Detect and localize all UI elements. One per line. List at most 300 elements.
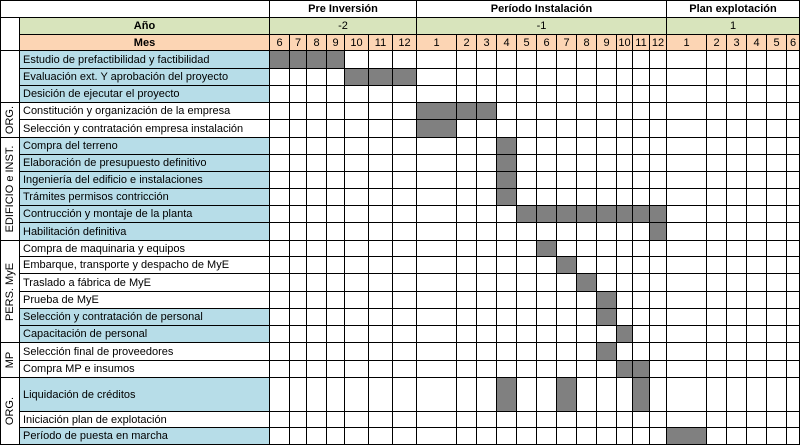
gantt-empty-cell bbox=[557, 343, 577, 361]
gantt-bar-cell bbox=[537, 241, 557, 257]
gantt-empty-cell bbox=[597, 69, 617, 86]
gantt-empty-cell bbox=[617, 309, 633, 326]
gantt-empty-cell bbox=[747, 274, 767, 292]
gantt-empty-cell bbox=[307, 69, 327, 86]
gantt-empty-cell bbox=[633, 172, 650, 189]
gantt-empty-cell bbox=[747, 428, 767, 445]
gantt-empty-cell bbox=[617, 412, 633, 428]
gantt-bar-cell bbox=[517, 206, 537, 223]
gantt-empty-cell bbox=[327, 326, 345, 343]
gantt-empty-cell bbox=[307, 86, 327, 103]
gantt-empty-cell bbox=[633, 309, 650, 326]
gantt-empty-cell bbox=[787, 103, 800, 120]
gantt-empty-cell bbox=[327, 343, 345, 361]
gantt-empty-cell bbox=[307, 223, 327, 241]
group-label bbox=[0, 138, 20, 241]
gantt-empty-cell bbox=[557, 292, 577, 309]
gantt-empty-cell bbox=[270, 241, 290, 257]
group-label-text: MP bbox=[3, 351, 16, 369]
gantt-empty-cell bbox=[537, 274, 557, 292]
gantt-empty-cell bbox=[290, 292, 307, 309]
task-label: Selección final de proveedores bbox=[20, 343, 270, 361]
gantt-empty-cell bbox=[345, 412, 369, 428]
gantt-empty-cell bbox=[557, 138, 577, 155]
gantt-empty-cell bbox=[667, 257, 707, 274]
gantt-empty-cell bbox=[345, 120, 369, 138]
gantt-empty-cell bbox=[537, 120, 557, 138]
gantt-empty-cell bbox=[577, 189, 597, 206]
gantt-empty-cell bbox=[517, 155, 537, 172]
gantt-empty-cell bbox=[497, 292, 517, 309]
gantt-empty-cell bbox=[577, 223, 597, 241]
gantt-empty-cell bbox=[497, 343, 517, 361]
gantt-empty-cell bbox=[727, 51, 747, 69]
gantt-empty-cell bbox=[417, 86, 457, 103]
gantt-empty-cell bbox=[417, 138, 457, 155]
gantt-empty-cell bbox=[633, 343, 650, 361]
gantt-empty-cell bbox=[617, 103, 633, 120]
gantt-empty-cell bbox=[557, 120, 577, 138]
gantt-empty-cell bbox=[270, 223, 290, 241]
gantt-empty-cell bbox=[650, 361, 667, 378]
month-cell: 10 bbox=[345, 35, 369, 51]
gantt-empty-cell bbox=[767, 189, 787, 206]
phase-year: -2 bbox=[270, 18, 417, 35]
gantt-empty-cell bbox=[707, 206, 727, 223]
gantt-empty-cell bbox=[497, 412, 517, 428]
gantt-empty-cell bbox=[270, 69, 290, 86]
gantt-empty-cell bbox=[617, 223, 633, 241]
gantt-empty-cell bbox=[369, 378, 393, 412]
gantt-empty-cell bbox=[477, 223, 497, 241]
gantt-empty-cell bbox=[707, 103, 727, 120]
gantt-empty-cell bbox=[650, 274, 667, 292]
gantt-empty-cell bbox=[417, 189, 457, 206]
gantt-empty-cell bbox=[457, 428, 477, 445]
gantt-bar-cell bbox=[650, 223, 667, 241]
gantt-empty-cell bbox=[577, 378, 597, 412]
gantt-bar-cell bbox=[617, 206, 633, 223]
task-label: Habilitación definitiva bbox=[20, 223, 270, 241]
gantt-bar-cell bbox=[577, 206, 597, 223]
gantt-empty-cell bbox=[767, 378, 787, 412]
gantt-bar-cell bbox=[393, 69, 417, 86]
gantt-empty-cell bbox=[577, 138, 597, 155]
group-label-text: PERS. MyE bbox=[3, 262, 16, 321]
gantt-empty-cell bbox=[270, 257, 290, 274]
gantt-empty-cell bbox=[727, 103, 747, 120]
gantt-empty-cell bbox=[327, 412, 345, 428]
group-label bbox=[0, 378, 20, 445]
gantt-empty-cell bbox=[270, 326, 290, 343]
gantt-empty-cell bbox=[767, 120, 787, 138]
gantt-empty-cell bbox=[537, 412, 557, 428]
gantt-empty-cell bbox=[517, 51, 537, 69]
gantt-empty-cell bbox=[517, 292, 537, 309]
gantt-empty-cell bbox=[327, 172, 345, 189]
gantt-empty-cell bbox=[369, 223, 393, 241]
gantt-empty-cell bbox=[707, 86, 727, 103]
gantt-bar-cell bbox=[557, 378, 577, 412]
gantt-bar-cell bbox=[577, 274, 597, 292]
gantt-empty-cell bbox=[747, 343, 767, 361]
gantt-empty-cell bbox=[345, 86, 369, 103]
gantt-empty-cell bbox=[327, 428, 345, 445]
gantt-empty-cell bbox=[727, 378, 747, 412]
gantt-empty-cell bbox=[577, 155, 597, 172]
gantt-empty-cell bbox=[477, 326, 497, 343]
gantt-empty-cell bbox=[457, 241, 477, 257]
gantt-empty-cell bbox=[290, 120, 307, 138]
gantt-empty-cell bbox=[767, 257, 787, 274]
gantt-bar-cell bbox=[497, 172, 517, 189]
gantt-empty-cell bbox=[727, 241, 747, 257]
gantt-empty-cell bbox=[307, 257, 327, 274]
gantt-empty-cell bbox=[517, 172, 537, 189]
gantt-empty-cell bbox=[537, 172, 557, 189]
gantt-empty-cell bbox=[290, 361, 307, 378]
gantt-empty-cell bbox=[667, 378, 707, 412]
gantt-empty-cell bbox=[497, 428, 517, 445]
gantt-empty-cell bbox=[557, 241, 577, 257]
gantt-empty-cell bbox=[667, 223, 707, 241]
gantt-empty-cell bbox=[707, 361, 727, 378]
gantt-empty-cell bbox=[787, 69, 800, 86]
gantt-empty-cell bbox=[747, 361, 767, 378]
gantt-empty-cell bbox=[707, 309, 727, 326]
gantt-empty-cell bbox=[577, 292, 597, 309]
gantt-empty-cell bbox=[787, 412, 800, 428]
gantt-bar-cell bbox=[597, 343, 617, 361]
gantt-empty-cell bbox=[290, 428, 307, 445]
gantt-empty-cell bbox=[290, 378, 307, 412]
gantt-bar-cell bbox=[667, 428, 707, 445]
gantt-empty-cell bbox=[457, 257, 477, 274]
gantt-empty-cell bbox=[290, 155, 307, 172]
gantt-empty-cell bbox=[417, 172, 457, 189]
gantt-empty-cell bbox=[290, 412, 307, 428]
task-label: Constitución y organización de la empresa bbox=[20, 103, 270, 120]
month-cell: 11 bbox=[633, 35, 650, 51]
gantt-empty-cell bbox=[369, 138, 393, 155]
gantt-empty-cell bbox=[307, 172, 327, 189]
gantt-empty-cell bbox=[369, 309, 393, 326]
gantt-empty-cell bbox=[290, 138, 307, 155]
gantt-empty-cell bbox=[650, 241, 667, 257]
gantt-empty-cell bbox=[667, 103, 707, 120]
gantt-empty-cell bbox=[307, 428, 327, 445]
gantt-empty-cell bbox=[787, 309, 800, 326]
gantt-empty-cell bbox=[417, 292, 457, 309]
gantt-empty-cell bbox=[747, 51, 767, 69]
month-cell: 8 bbox=[577, 35, 597, 51]
month-cell: 10 bbox=[617, 35, 633, 51]
gantt-empty-cell bbox=[537, 51, 557, 69]
gantt-empty-cell bbox=[787, 257, 800, 274]
gantt-empty-cell bbox=[517, 120, 537, 138]
gantt-empty-cell bbox=[787, 172, 800, 189]
gantt-empty-cell bbox=[417, 412, 457, 428]
gantt-empty-cell bbox=[477, 189, 497, 206]
month-cell: 2 bbox=[457, 35, 477, 51]
gantt-empty-cell bbox=[727, 172, 747, 189]
gantt-empty-cell bbox=[393, 206, 417, 223]
month-cell: 6 bbox=[787, 35, 800, 51]
gantt-empty-cell bbox=[707, 51, 727, 69]
gantt-empty-cell bbox=[727, 155, 747, 172]
gantt-empty-cell bbox=[327, 292, 345, 309]
phase-title: Período Instalación bbox=[417, 0, 667, 18]
task-label: Capacitación de personal bbox=[20, 326, 270, 343]
gantt-empty-cell bbox=[617, 138, 633, 155]
gantt-empty-cell bbox=[477, 257, 497, 274]
gantt-bar-cell bbox=[597, 309, 617, 326]
gantt-empty-cell bbox=[417, 223, 457, 241]
gantt-empty-cell bbox=[537, 428, 557, 445]
gantt-empty-cell bbox=[457, 309, 477, 326]
gantt-empty-cell bbox=[307, 309, 327, 326]
gantt-empty-cell bbox=[617, 241, 633, 257]
gantt-empty-cell bbox=[393, 223, 417, 241]
gantt-empty-cell bbox=[537, 189, 557, 206]
gantt-empty-cell bbox=[477, 155, 497, 172]
gantt-empty-cell bbox=[537, 326, 557, 343]
gantt-empty-cell bbox=[667, 51, 707, 69]
gantt-empty-cell bbox=[417, 257, 457, 274]
gantt-empty-cell bbox=[270, 343, 290, 361]
task-label: Selección y contratación empresa instalación bbox=[20, 120, 270, 138]
gantt-empty-cell bbox=[747, 241, 767, 257]
phase-title: Pre Inversión bbox=[270, 0, 417, 18]
gantt-empty-cell bbox=[327, 69, 345, 86]
gantt-bar-cell bbox=[417, 103, 457, 120]
gantt-empty-cell bbox=[633, 103, 650, 120]
gantt-empty-cell bbox=[707, 428, 727, 445]
gantt-empty-cell bbox=[477, 241, 497, 257]
gantt-empty-cell bbox=[290, 206, 307, 223]
gantt-empty-cell bbox=[457, 138, 477, 155]
gantt-empty-cell bbox=[270, 361, 290, 378]
gantt-empty-cell bbox=[345, 51, 369, 69]
gantt-empty-cell bbox=[393, 86, 417, 103]
month-cell: 12 bbox=[650, 35, 667, 51]
gantt-empty-cell bbox=[597, 155, 617, 172]
gantt-empty-cell bbox=[417, 69, 457, 86]
gantt-empty-cell bbox=[457, 412, 477, 428]
gantt-empty-cell bbox=[597, 361, 617, 378]
gantt-empty-cell bbox=[290, 103, 307, 120]
gantt-empty-cell bbox=[393, 155, 417, 172]
gantt-empty-cell bbox=[767, 309, 787, 326]
gantt-empty-cell bbox=[345, 343, 369, 361]
gantt-empty-cell bbox=[517, 274, 537, 292]
month-cell: 12 bbox=[393, 35, 417, 51]
gantt-empty-cell bbox=[517, 361, 537, 378]
gantt-empty-cell bbox=[369, 274, 393, 292]
gantt-empty-cell bbox=[667, 120, 707, 138]
month-cell: 7 bbox=[557, 35, 577, 51]
gantt-empty-cell bbox=[617, 343, 633, 361]
gantt-empty-cell bbox=[707, 189, 727, 206]
gantt-empty-cell bbox=[667, 274, 707, 292]
gantt-empty-cell bbox=[767, 428, 787, 445]
gantt-empty-cell bbox=[650, 326, 667, 343]
gantt-empty-cell bbox=[633, 138, 650, 155]
gantt-empty-cell bbox=[787, 292, 800, 309]
month-cell: 9 bbox=[327, 35, 345, 51]
gantt-empty-cell bbox=[327, 206, 345, 223]
gantt-empty-cell bbox=[650, 120, 667, 138]
gantt-empty-cell bbox=[517, 412, 537, 428]
gantt-empty-cell bbox=[557, 103, 577, 120]
gantt-empty-cell bbox=[457, 172, 477, 189]
gantt-empty-cell bbox=[537, 69, 557, 86]
gantt-empty-cell bbox=[707, 172, 727, 189]
gantt-empty-cell bbox=[270, 155, 290, 172]
gantt-bar-cell bbox=[650, 206, 667, 223]
gantt-empty-cell bbox=[617, 120, 633, 138]
gantt-empty-cell bbox=[457, 155, 477, 172]
gantt-empty-cell bbox=[393, 51, 417, 69]
phase-year: -1 bbox=[417, 18, 667, 35]
gantt-empty-cell bbox=[345, 274, 369, 292]
gantt-empty-cell bbox=[727, 361, 747, 378]
gantt-empty-cell bbox=[345, 206, 369, 223]
gantt-empty-cell bbox=[369, 86, 393, 103]
month-cell: 8 bbox=[307, 35, 327, 51]
gantt-empty-cell bbox=[747, 138, 767, 155]
gantt-empty-cell bbox=[650, 86, 667, 103]
gantt-empty-cell bbox=[667, 343, 707, 361]
gantt-empty-cell bbox=[290, 69, 307, 86]
gantt-empty-cell bbox=[457, 292, 477, 309]
gantt-empty-cell bbox=[345, 223, 369, 241]
task-label: Ingeniería del edificio e instalaciones bbox=[20, 172, 270, 189]
gantt-empty-cell bbox=[517, 189, 537, 206]
gantt-empty-cell bbox=[517, 103, 537, 120]
gantt-empty-cell bbox=[577, 326, 597, 343]
task-label: Elaboración de presupuesto definitivo bbox=[20, 155, 270, 172]
gantt-empty-cell bbox=[787, 120, 800, 138]
gantt-empty-cell bbox=[477, 138, 497, 155]
gantt-empty-cell bbox=[597, 223, 617, 241]
gantt-empty-cell bbox=[633, 292, 650, 309]
gantt-empty-cell bbox=[417, 241, 457, 257]
gantt-empty-cell bbox=[307, 412, 327, 428]
gantt-empty-cell bbox=[477, 274, 497, 292]
gantt-empty-cell bbox=[767, 241, 787, 257]
gantt-bar-cell bbox=[477, 103, 497, 120]
gantt-empty-cell bbox=[707, 155, 727, 172]
gantt-empty-cell bbox=[497, 257, 517, 274]
gantt-empty-cell bbox=[557, 309, 577, 326]
gantt-empty-cell bbox=[270, 86, 290, 103]
gantt-bar-cell bbox=[497, 155, 517, 172]
gantt-empty-cell bbox=[537, 103, 557, 120]
gantt-bar-cell bbox=[270, 51, 290, 69]
gantt-empty-cell bbox=[537, 309, 557, 326]
gantt-empty-cell bbox=[393, 257, 417, 274]
gantt-empty-cell bbox=[537, 155, 557, 172]
gantt-empty-cell bbox=[517, 241, 537, 257]
gantt-empty-cell bbox=[497, 361, 517, 378]
gantt-empty-cell bbox=[327, 241, 345, 257]
gantt-empty-cell bbox=[650, 189, 667, 206]
gantt-empty-cell bbox=[767, 274, 787, 292]
gantt-empty-cell bbox=[707, 138, 727, 155]
gantt-empty-cell bbox=[417, 274, 457, 292]
gantt-bar-cell bbox=[497, 378, 517, 412]
gantt-empty-cell bbox=[537, 292, 557, 309]
gantt-empty-cell bbox=[597, 120, 617, 138]
gantt-empty-cell bbox=[557, 274, 577, 292]
gantt-empty-cell bbox=[417, 326, 457, 343]
task-label: Trámites permisos contricción bbox=[20, 189, 270, 206]
gantt-empty-cell bbox=[787, 51, 800, 69]
gantt-empty-cell bbox=[497, 274, 517, 292]
gantt-empty-cell bbox=[787, 274, 800, 292]
gantt-empty-cell bbox=[633, 241, 650, 257]
gantt-empty-cell bbox=[597, 189, 617, 206]
gantt-empty-cell bbox=[393, 120, 417, 138]
gantt-empty-cell bbox=[369, 155, 393, 172]
gantt-empty-cell bbox=[457, 378, 477, 412]
gantt-empty-cell bbox=[327, 189, 345, 206]
gantt-empty-cell bbox=[787, 361, 800, 378]
gantt-empty-cell bbox=[557, 189, 577, 206]
task-label: Compra MP e insumos bbox=[20, 361, 270, 378]
gantt-empty-cell bbox=[633, 257, 650, 274]
gantt-empty-cell bbox=[270, 103, 290, 120]
gantt-empty-cell bbox=[307, 103, 327, 120]
gantt-empty-cell bbox=[597, 172, 617, 189]
gantt-empty-cell bbox=[597, 412, 617, 428]
gantt-empty-cell bbox=[787, 378, 800, 412]
group-blank bbox=[0, 51, 20, 103]
gantt-empty-cell bbox=[270, 292, 290, 309]
gantt-empty-cell bbox=[747, 257, 767, 274]
gantt-empty-cell bbox=[345, 326, 369, 343]
gantt-bar-cell bbox=[290, 51, 307, 69]
gantt-empty-cell bbox=[327, 138, 345, 155]
gantt-empty-cell bbox=[767, 292, 787, 309]
gantt-bar-cell bbox=[597, 292, 617, 309]
gantt-empty-cell bbox=[707, 69, 727, 86]
gantt-empty-cell bbox=[617, 155, 633, 172]
gantt-empty-cell bbox=[650, 428, 667, 445]
gantt-empty-cell bbox=[327, 155, 345, 172]
gantt-empty-cell bbox=[417, 206, 457, 223]
gantt-empty-cell bbox=[787, 223, 800, 241]
gantt-empty-cell bbox=[787, 206, 800, 223]
gantt-empty-cell bbox=[557, 428, 577, 445]
gantt-bar-cell bbox=[633, 378, 650, 412]
gantt-empty-cell bbox=[369, 257, 393, 274]
gantt-empty-cell bbox=[417, 361, 457, 378]
gantt-empty-cell bbox=[557, 69, 577, 86]
gantt-empty-cell bbox=[290, 172, 307, 189]
group-label-text: ORG. bbox=[3, 105, 16, 135]
gantt-empty-cell bbox=[517, 86, 537, 103]
gantt-bar-cell bbox=[307, 51, 327, 69]
gantt-empty-cell bbox=[707, 120, 727, 138]
gantt-empty-cell bbox=[633, 51, 650, 69]
gantt-empty-cell bbox=[577, 412, 597, 428]
gantt-empty-cell bbox=[597, 326, 617, 343]
month-cell: 11 bbox=[369, 35, 393, 51]
gantt-empty-cell bbox=[477, 292, 497, 309]
gantt-empty-cell bbox=[707, 274, 727, 292]
